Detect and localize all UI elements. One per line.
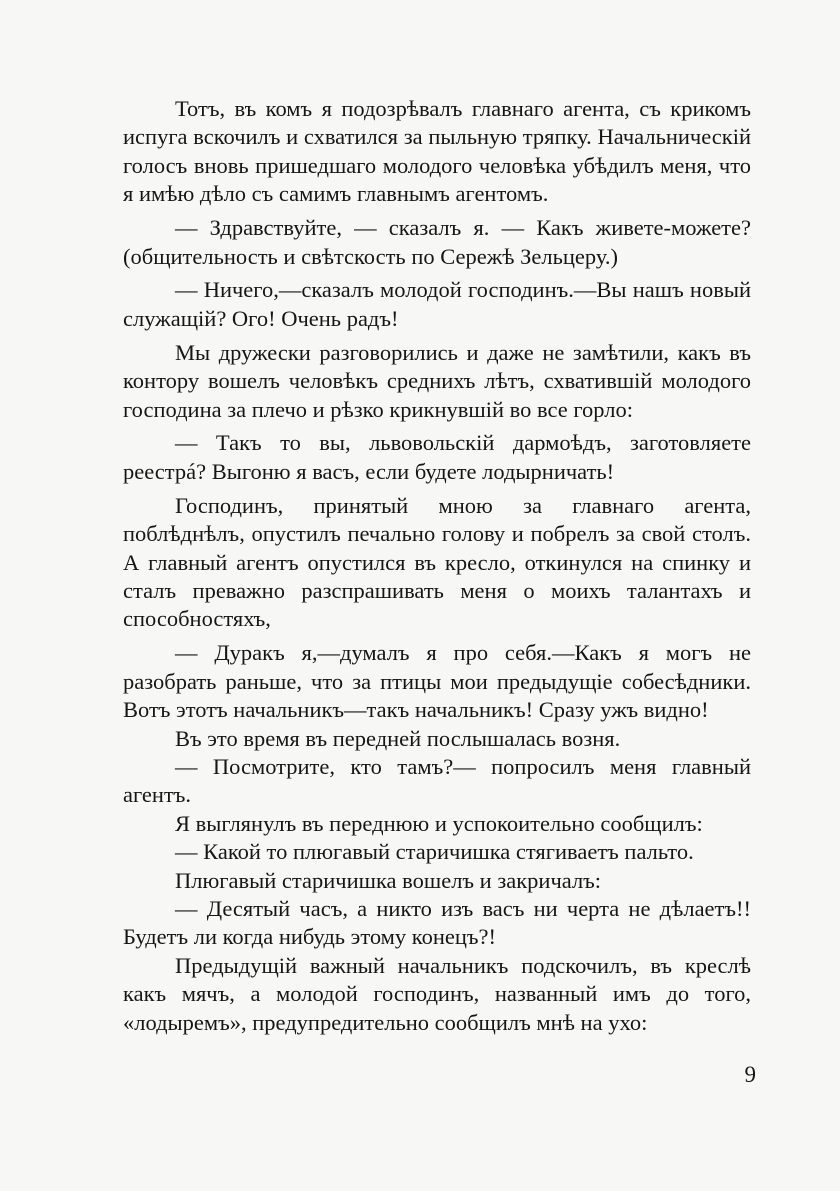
paragraph: — Какой то плюгавый старичишка стягиваетъ пальто.: [175, 839, 694, 865]
paragraph: — Посмотрите, кто тамъ?— попросилъ меня главный агентъ.: [123, 753, 751, 808]
paragraph: — Десятый часъ, а никто изъ васъ ни черта не дѣлаетъ!! Будетъ ли когда нибудь этому конецъ?!: [123, 895, 751, 950]
paragraph: — Ничего,—сказалъ молодой господинъ.—Вы нашъ новый служащiй? Ого! Очень радъ!: [123, 277, 751, 331]
paragraph: Предыдущiй важный начальникъ подскочилъ, въ креслѣ какъ мячъ, а молодой господинъ, названный имъ до того, «лодыремъ», предупредительно сообщилъ мнѣ на ухо:: [123, 952, 751, 1035]
paragraph: Тотъ, въ комъ я подозрѣвалъ главнаго агента, съ крикомъ испуга вскочилъ и схватился за пыльную тряпку. Начальническiй голосъ вновь пришедшаго молодого человѣка убѣдилъ меня, что я имѣю дѣло съ самимъ главнымъ агентомъ.: [123, 96, 751, 207]
paragraph: Плюгавый старичишка вошелъ и закричалъ:: [175, 867, 602, 893]
paragraph: Въ это время въ передней послышалась возня.: [175, 725, 621, 751]
page-number: 9: [744, 1062, 756, 1087]
paragraph: — Дуракъ я,—думалъ я про себя.—Какъ я могъ не разобрать раньше, что за птицы мои предыдущiе собесѣдники. Вотъ этотъ начальникъ—такъ начальникъ! Сразу ужъ видно!: [123, 640, 751, 723]
body-text: [123, 95, 751, 1043]
paragraph: Господинъ, принятый мною за главнаго агента, поблѣднѣлъ, опустилъ печально голову и побрелъ за свой столъ. А главный агентъ опустился въ кресло, откинулся на спинку и сталъ преважно разспрашивать меня о моихъ талантахъ и способностяхъ,: [123, 492, 751, 632]
paragraph: Я выглянулъ въ переднюю и успокоительно сообщилъ:: [175, 810, 703, 836]
paragraph: — Такъ то вы, львовольскiй дармоѣдъ, заготовляете реестрá? Выгоню я васъ, если будете лодырничать!: [123, 430, 751, 484]
paragraph: Мы дружески разговорились и даже не замѣтили, какъ въ контору вошелъ человѣкъ среднихъ лѣтъ, схватившiй молодого господина за плечо и рѣзко крикнувшiй во все горло:: [123, 339, 751, 422]
paragraph: — Здравствуйте, — сказалъ я. — Какъ живете-можете? (общительность и свѣтскость по Сережѣ Зельцеру.): [123, 215, 751, 269]
